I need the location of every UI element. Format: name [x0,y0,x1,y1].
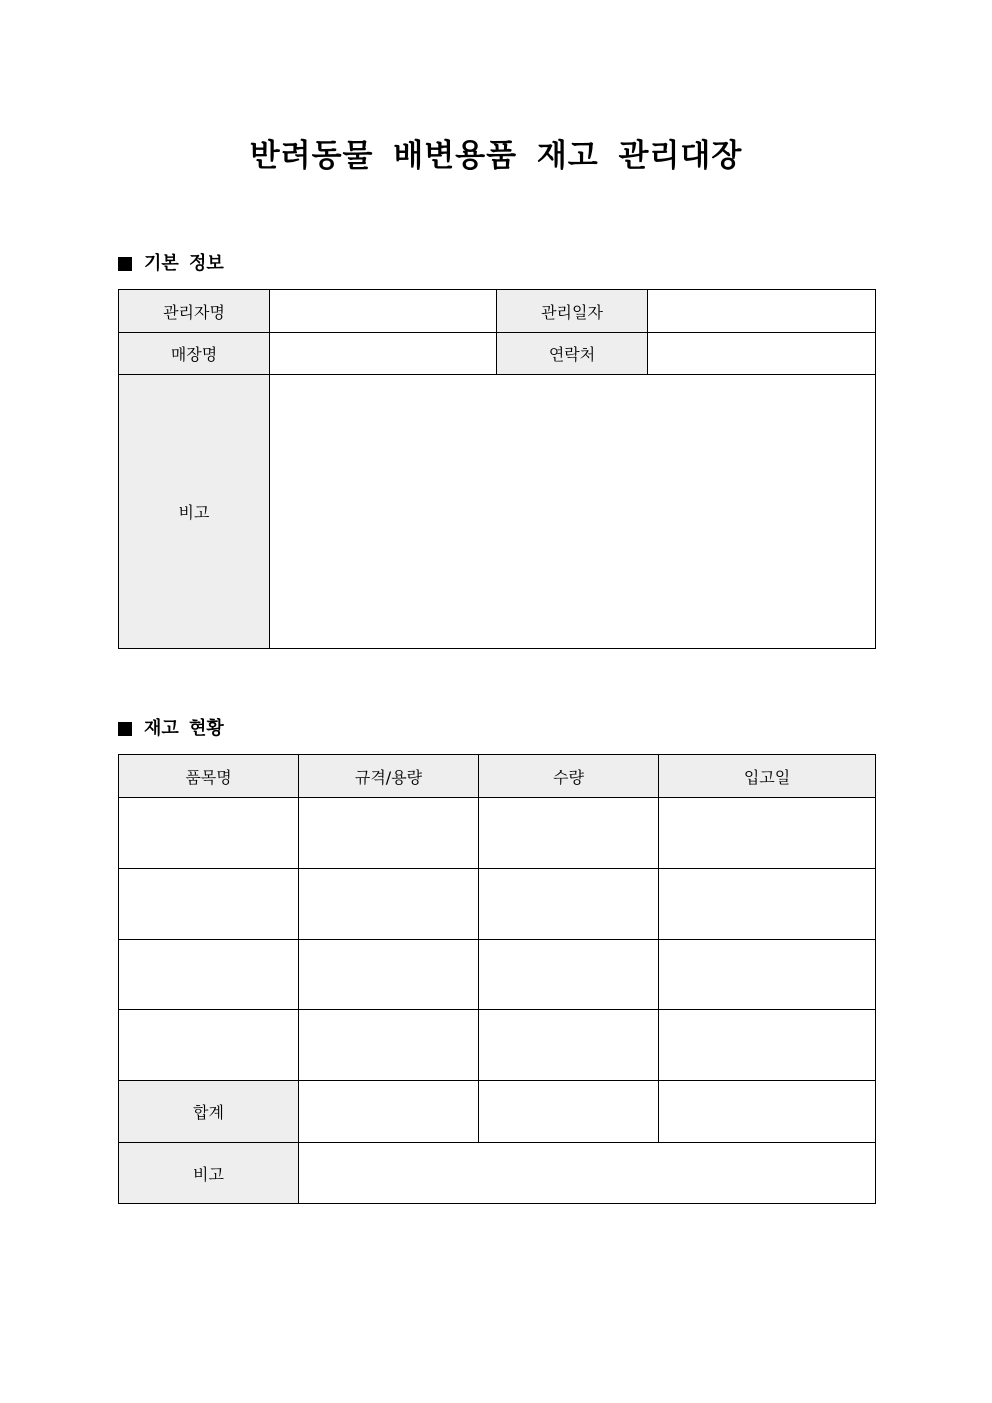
total-row [119,1081,876,1143]
manager-name-field[interactable] [270,290,497,333]
quantity-cell[interactable] [479,940,659,1010]
page-title: 반려동물 배변용품 재고 관리대장 [249,138,743,174]
total-label: 합계 [119,1081,299,1143]
table-header-row [119,755,876,798]
received-date-cell[interactable] [659,940,876,1010]
remarks-row [119,1143,876,1204]
section-heading-label: 재고 현황 [144,718,224,739]
inventory-remarks-field[interactable] [299,1143,876,1204]
inventory-table [118,754,876,1204]
received-date-cell[interactable] [659,798,876,869]
square-bullet-icon [118,722,132,736]
item-name-cell[interactable] [119,1010,299,1081]
remarks-field[interactable] [270,375,876,649]
table-row [119,869,876,940]
total-received-date-cell[interactable] [659,1081,876,1143]
quantity-cell[interactable] [479,1010,659,1081]
inventory-remarks-label: 비고 [119,1143,299,1204]
spec-cell[interactable] [299,869,479,940]
table-row [119,798,876,869]
remarks-label: 비고 [119,375,270,649]
column-header-item-name: 품목명 [119,755,299,798]
table-row [119,940,876,1010]
item-name-cell[interactable] [119,798,299,869]
column-header-received-date: 입고일 [659,755,876,798]
spec-cell[interactable] [299,798,479,869]
square-bullet-icon [118,257,132,271]
section-heading-basic-info [118,252,224,276]
contact-field[interactable] [648,333,876,375]
manage-date-field[interactable] [648,290,876,333]
total-spec-cell[interactable] [299,1081,479,1143]
spec-cell[interactable] [299,1010,479,1081]
table-row [119,375,876,649]
manager-name-label: 관리자명 [119,290,270,333]
store-name-label: 매장명 [119,333,270,375]
received-date-cell[interactable] [659,869,876,940]
table-row [119,290,876,333]
column-header-spec: 규격/용량 [299,755,479,798]
table-row [119,333,876,375]
basic-info-table [118,289,876,649]
section-heading-inventory [118,717,224,741]
quantity-cell[interactable] [479,869,659,940]
section-heading-label: 기본 정보 [144,253,224,274]
spec-cell[interactable] [299,940,479,1010]
received-date-cell[interactable] [659,1010,876,1081]
table-row [119,1010,876,1081]
contact-label: 연락처 [497,333,648,375]
column-header-quantity: 수량 [479,755,659,798]
quantity-cell[interactable] [479,798,659,869]
item-name-cell[interactable] [119,940,299,1010]
store-name-field[interactable] [270,333,497,375]
total-quantity-cell[interactable] [479,1081,659,1143]
item-name-cell[interactable] [119,869,299,940]
manage-date-label: 관리일자 [497,290,648,333]
